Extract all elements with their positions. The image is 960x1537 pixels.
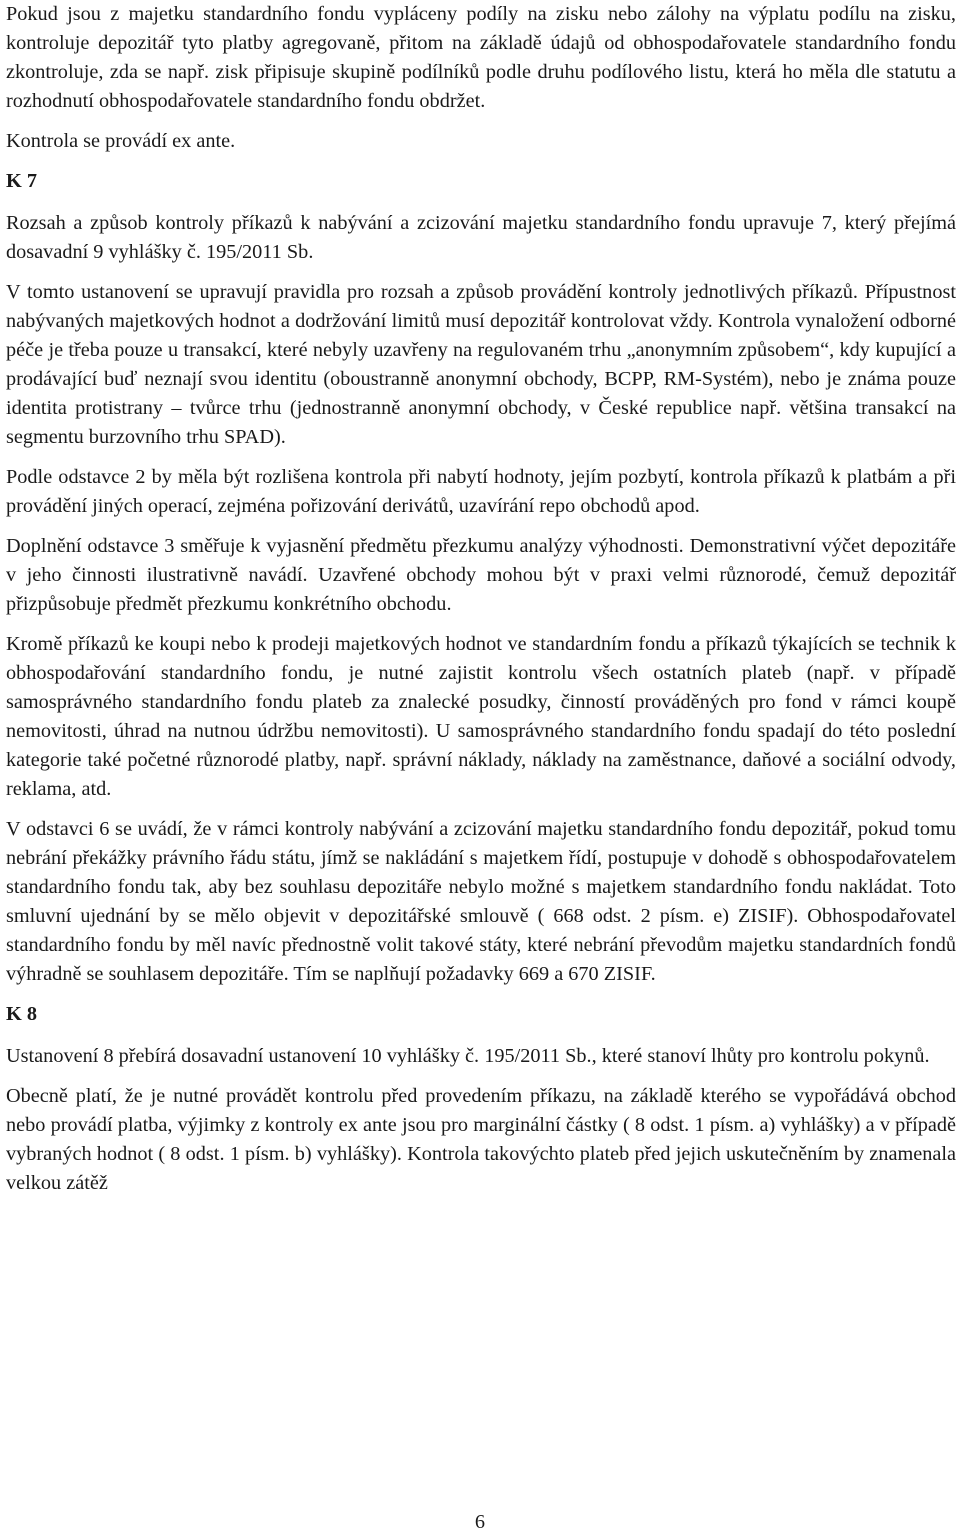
paragraph-rules-individual-orders: V tomto ustanovení se upravují pravidla pro rozsah a způsob provádění kontroly jednotlivých příkazů. Přípustnost nabývaných majetkových hodnot a dodržování limitů musí depozitář kontrolovat vždy. Kontrola vynaložení odborné péče je třeba pouze u transakcí, které nebyly uzavřeny na regulovaném trhu „anonymním způsobem“, kdy kupující a prodávající buď neznají svou identitu (oboustranně anonymní obchody, BCPP, RM-Systém), nebo je známa pouze identita protistrany – tvůrce trhu (jednostranně anonymní obchody, v České republice např. většina transakcí na segmentu burzovního trhu SPAD). xyxy=(6,281,956,448)
paragraph-ex-ante-control: Kontrola se provádí ex ante. xyxy=(6,130,236,152)
paragraph-deadlines: Ustanovení 8 přebírá dosavadní ustanovení 10 vyhlášky č. 195/2011 Sb., které stanoví lhůty pro kontrolu pokynů. xyxy=(6,1045,930,1067)
paragraph-other-payments: Kromě příkazů ke koupi nebo k prodeji majetkových hodnot ve standardním fondu a příkazů týkajících se technik k obhospodařování standardního fondu, je nutné zajistit kontrolu všech ostatních plateb (např. v případě samosprávného standardního fondu plateb za znalecké posudky, činností prováděných pro fond v rámci koupě nemovitosti, úhrad na nutnou údržbu nemovitosti). U samosprávného standardního fondu spadají do této poslední kategorie také početné různorodé platby, např. správní náklady, náklady na zaměstnance, daňové a sociální odvody, reklama, atd. xyxy=(6,633,956,800)
paragraph-general-rule: Obecně platí, že je nutné provádět kontrolu před provedením příkazu, na základě kterého se vypořádává obchod nebo provádí platba, výjimky z kontroly ex ante jsou pro marginální částky ( 8 odst. 1 písm. a) vyhlášky) a v případě vybraných hodnot ( 8 odst. 1 písm. b) vyhlášky). Kontrola takovýchto plateb před jejich uskutečněním by znamenala velkou zátěž xyxy=(6,1085,956,1194)
page-number: 6 xyxy=(474,1511,486,1533)
paragraph-paragraph-2: Podle odstavce 2 by měla být rozlišena kontrola při nabytí hodnoty, jejím pozbytí, kontrola příkazů k platbám a při provádění jiných operací, zejména pořizování derivátů, uzavírání repo obchodů apod. xyxy=(6,466,956,517)
paragraph-profit-distribution: Pokud jsou z majetku standardního fondu vypláceny podíly na zisku nebo zálohy na výplatu podílu na zisku, kontroluje depozitář tyto platby agregovaně, přitom na základě údajů od obhospodařovatele standardního fondu zkontroluje, zda se např. zisk připisuje skupině podílníků podle druhu podílového listu, která ho měla dle statutu a rozhodnutí obhospodařovatele standardního fondu obdržet. xyxy=(6,3,956,112)
paragraph-scope-of-control: Rozsah a způsob kontroly příkazů k nabývání a zcizování majetku standardního fondu upravuje 7, který přejímá dosavadní 9 vyhlášky č. 195/2011 Sb. xyxy=(6,212,956,263)
section-heading-k8: K 8 xyxy=(6,1003,37,1025)
section-heading-k7: K 7 xyxy=(6,170,37,192)
paragraph-paragraph-6: V odstavci 6 se uvádí, že v rámci kontroly nabývání a zcizování majetku standardního fondu depozitář, pokud tomu nebrání překážky právního řádu státu, jímž se nakládání s majetkem řídí, postupuje v dohodě s obhospodařovatelem standardního fondu tak, aby bez souhlasu depozitáře nebylo možné s majetkem standardního fondu nakládat. Toto smluvní ujednání by se mělo objevit v depozitářské smlouvě ( 668 odst. 2 písm. e) ZISIF). Obhospodařovatel standardního fondu by měl navíc přednostně volit takové státy, které nebrání převodům majetku standardních fondů výhradně se souhlasem depozitáře. Tím se naplňují požadavky 669 a 670 ZISIF. xyxy=(6,818,956,985)
paragraph-paragraph-3: Doplnění odstavce 3 směřuje k vyjasnění předmětu přezkumu analýzy výhodnosti. Demonstrativní výčet depozitáře v jeho činnosti ilustrativně navádí. Uzavřené obchody mohou být v praxi velmi různorodé, čemuž depozitář přizpůsobuje předmět přezkumu konkrétního obchodu. xyxy=(6,535,956,615)
document-page xyxy=(6,0,956,1209)
